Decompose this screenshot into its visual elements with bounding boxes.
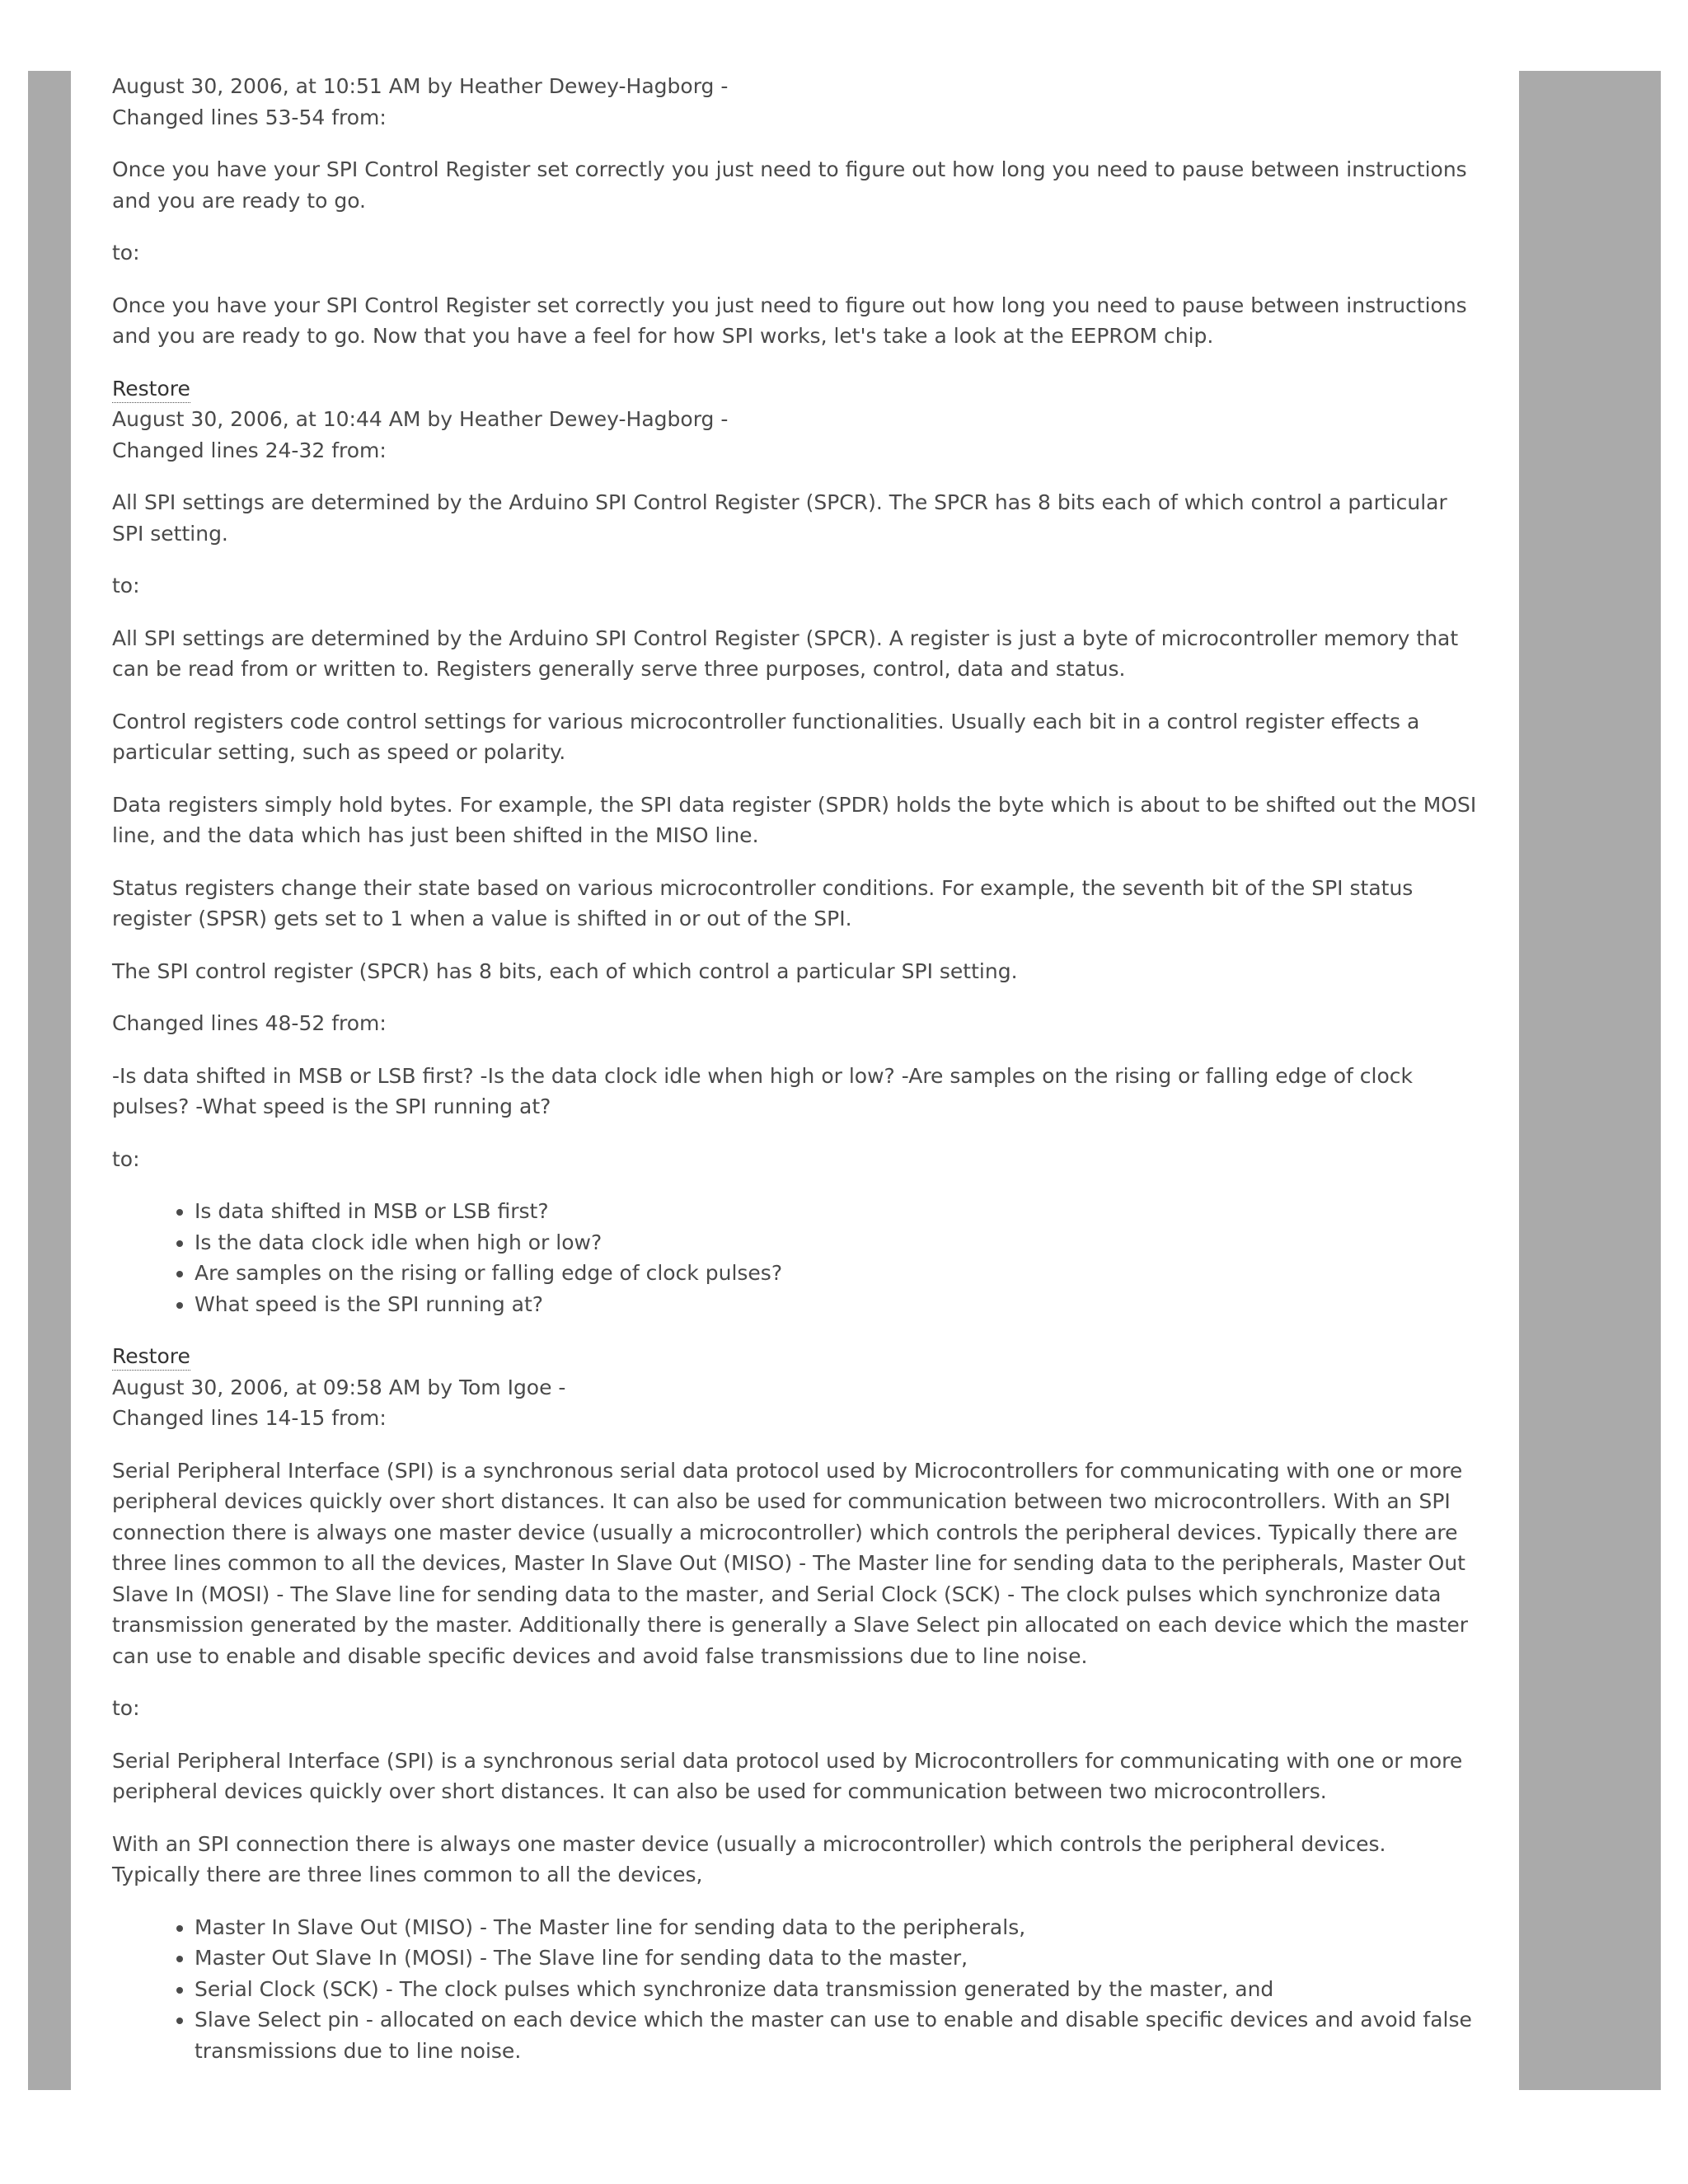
to-paragraph: Data registers simply hold bytes. For example, the SPI data register (SPDR) holds the byte which is about to be shifted out the MOSI line, and the data which has just been shifted in the MISO line. [112,792,1477,847]
change-heading: Changed lines 24-32 from: [112,438,387,462]
to-bullet-list [112,1912,1480,2067]
to-paragraph: With an SPI connection there is always one master device (usually a microcontroller) which controls the peripheral devices. Typically there are three lines common to all the devices, [112,1831,1386,1886]
from-paragraph: All SPI settings are determined by the Arduino SPI Control Register (SPCR). The SPCR has 8 bits each of which control a particular SPI setting. [112,490,1447,546]
history-entry [112,1341,1480,2066]
list-item: • Master Out Slave In (MOSI) - The Slave line for sending data to the master, [195,1943,1480,1974]
list-item: • Are samples on the rising or falling edge of clock pulses? [195,1258,1480,1289]
list-item: • Serial Clock (SCK) - The clock pulses which synchronize data transmission generated by the master, and [195,1974,1480,2005]
page-history-content [112,71,1480,2088]
to-paragraph: All SPI settings are determined by the Arduino SPI Control Register (SPCR). A register is just a byte of microcontroller memory that can be read from or written to. Registers generally serve three purposes, control, data and status. [112,626,1459,681]
entry-meta: August 30, 2006, at 09:58 AM by Tom Igoe - [112,1375,566,1399]
restore-link[interactable]: Restore [112,375,190,403]
restore-link[interactable]: Restore [112,1343,190,1371]
to-label: to: [112,1696,140,1720]
to-label: to: [112,574,140,598]
change-heading: Changed lines 14-15 from: [112,1406,387,1430]
history-entry [112,373,1480,1320]
from-paragraph: Serial Peripheral Interface (SPI) is a synchronous serial data protocol used by Microcontrollers for communicating with one or more peripheral devices quickly over short distances. It can also be used for communication between two microcontrollers. With an SPI connection there is always one master device (usually a microcontroller) which controls the peripheral devices. Typically there are three lines common to all the devices, Master In Slave Out (MISO) - The Master line for sending data to the peripherals, Master Out Slave In (MOSI) - The Slave line for sending data to the master, and Serial Clock (SCK) - The clock pulses which synchronize data transmission generated by the master. Additionally there is generally a Slave Select pin allocated on each device which the master can use to enable and disable specific devices and avoid false transmissions due to line noise. [112,1458,1469,1668]
from-paragraph: -Is data shifted in MSB or LSB first? -Is the data clock idle when high or low? -Are samples on the rising or falling edge of clock pulses? -What speed is the SPI running at? [112,1063,1413,1118]
to-paragraph: Once you have your SPI Control Register set correctly you just need to figure out how long you need to pause between instructions and you are ready to go. Now that you have a feel for how SPI works, let's take a look at the EEPROM chip. [112,293,1467,348]
to-bullet-list [112,1196,1480,1319]
list-item: • What speed is the SPI running at? [195,1289,1480,1320]
to-paragraph: Serial Peripheral Interface (SPI) is a synchronous serial data protocol used by Microcontrollers for communicating with one or more peripheral devices quickly over short distances. It can also be used for communication between two microcontrollers. [112,1748,1463,1803]
list-item: • Is the data clock idle when high or low? [195,1227,1480,1258]
list-item: • Master In Slave Out (MISO) - The Master line for sending data to the peripherals, [195,1912,1480,1943]
to-paragraph: Control registers code control settings for various microcontroller functionalities. Usually each bit in a control register effects a particular setting, such as speed or polarity. [112,709,1420,764]
list-item: • Slave Select pin - allocated on each device which the master can use to enable and disable specific devices and avoid false transmissions due to line noise. [195,2004,1480,2066]
to-paragraph: The SPI control register (SPCR) has 8 bits, each of which control a particular SPI setting. [112,958,1018,983]
change-heading: Changed lines 53-54 from: [112,105,387,129]
right-gray-bar [1519,71,1661,2090]
list-item: • Is data shifted in MSB or LSB first? [195,1196,1480,1227]
left-gray-bar [28,71,71,2090]
change-heading: Changed lines 48-52 from: [112,1011,387,1035]
to-label: to: [112,241,140,265]
history-entry [112,71,1480,352]
entry-meta: August 30, 2006, at 10:51 AM by Heather Dewey-Hagborg - [112,74,729,98]
entry-meta: August 30, 2006, at 10:44 AM by Heather Dewey-Hagborg - [112,407,729,431]
from-paragraph: Once you have your SPI Control Register set correctly you just need to figure out how long you need to pause between instructions and you are ready to go. [112,157,1467,213]
to-label: to: [112,1146,140,1171]
to-paragraph: Status registers change their state based on various microcontroller conditions. For example, the seventh bit of the SPI status register (SPSR) gets set to 1 when a value is shifted in or out of the SPI. [112,875,1414,930]
